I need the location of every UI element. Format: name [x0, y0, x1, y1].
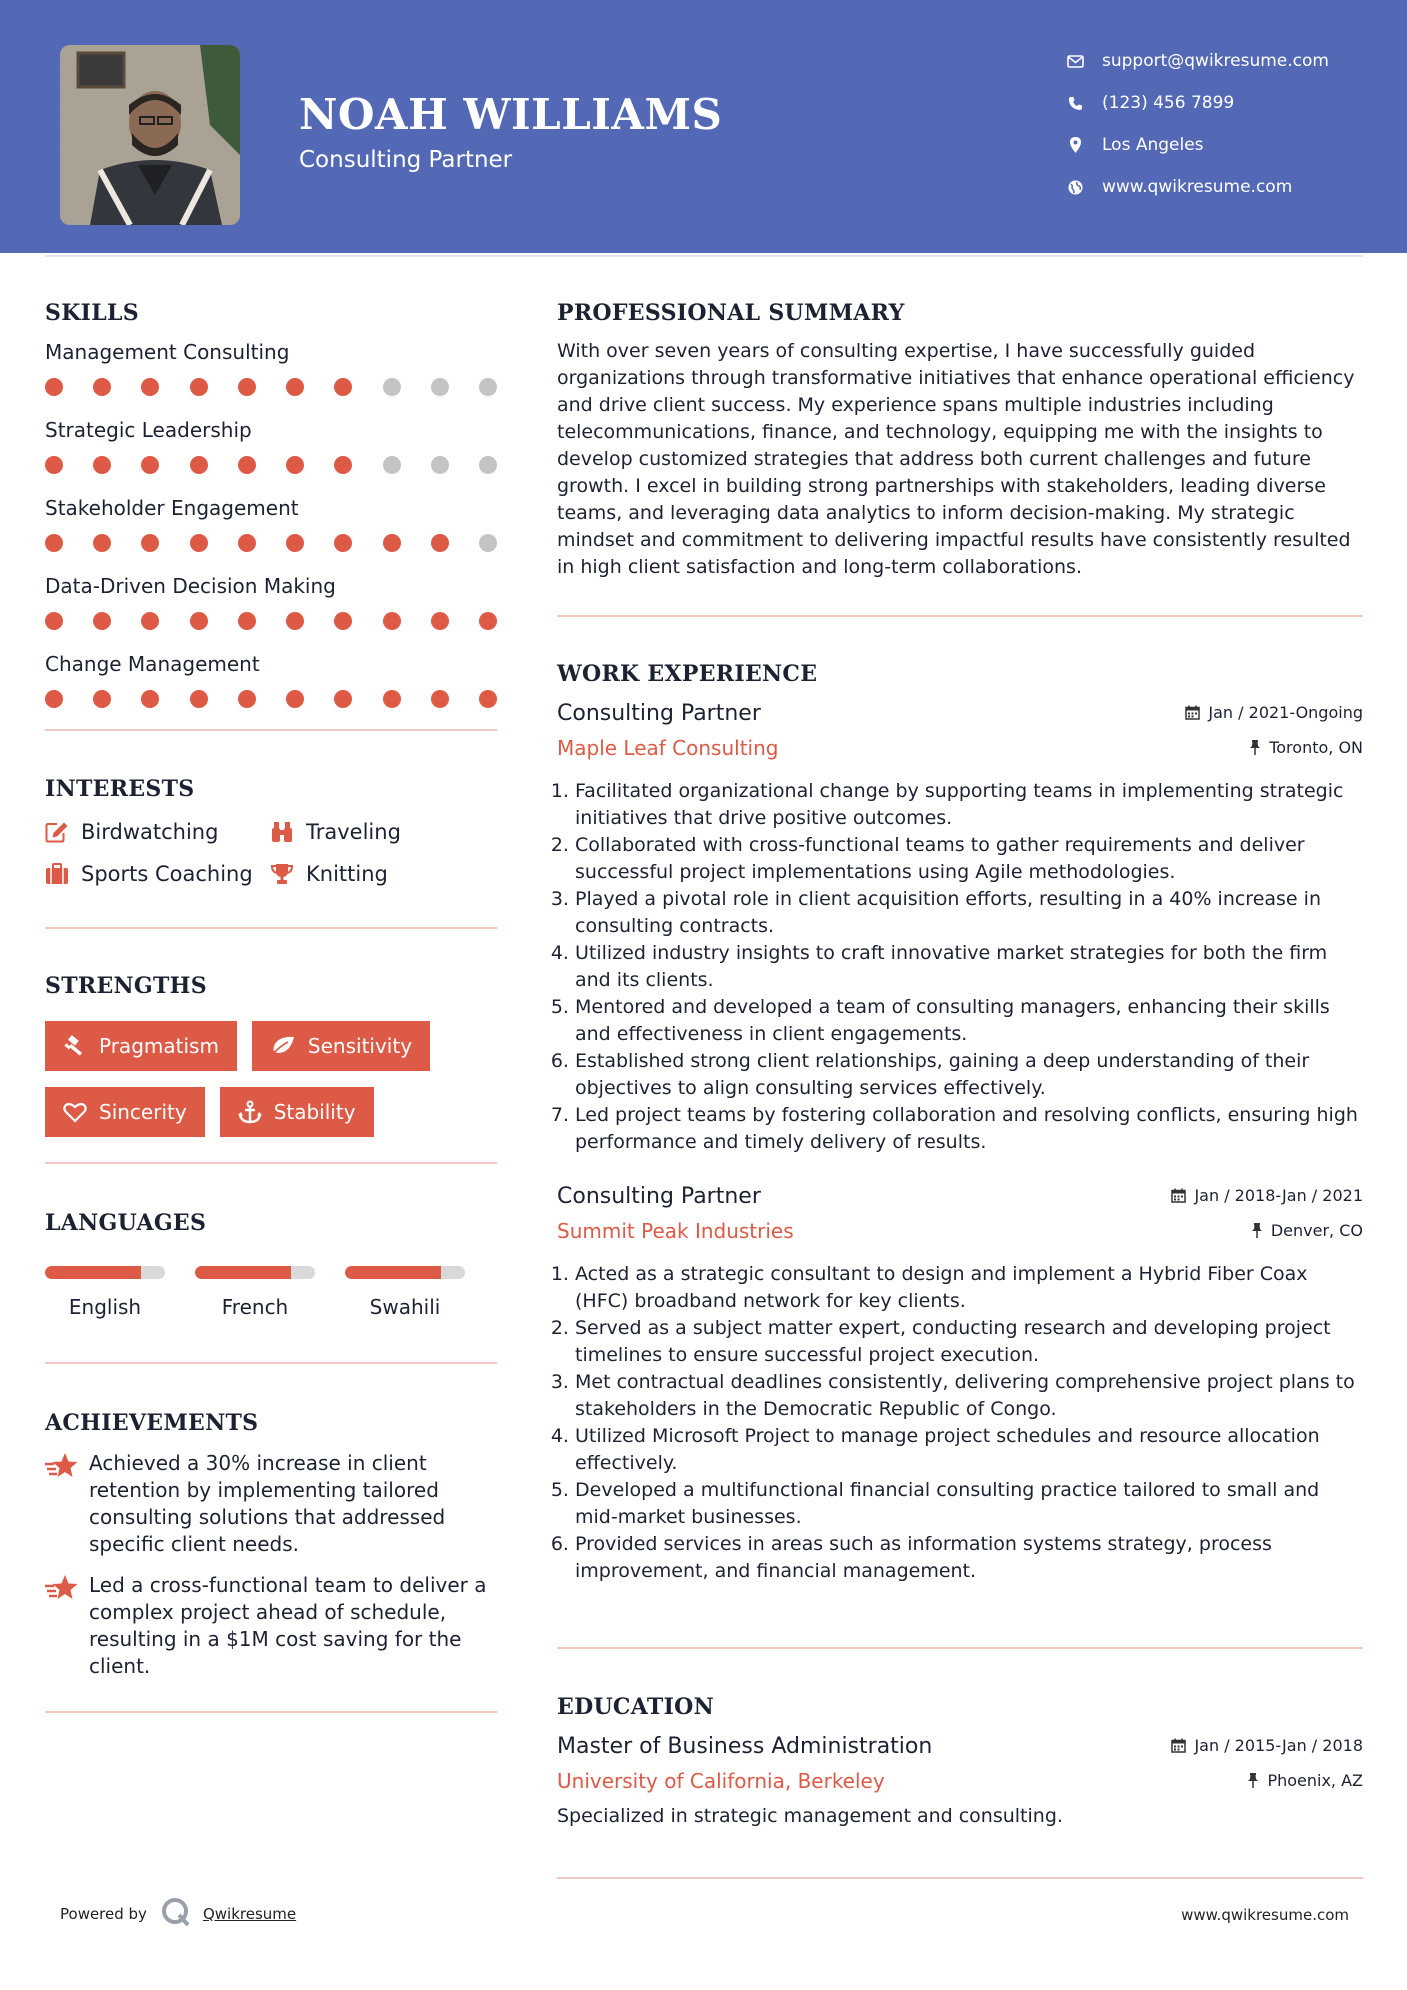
contact-location-text: Los Angeles [1102, 135, 1204, 155]
education-heading: EDUCATION [557, 1694, 715, 1720]
interest-label: Knitting [306, 862, 388, 886]
calendar-icon [1185, 705, 1200, 720]
pin-icon [1251, 1223, 1263, 1238]
school-name: University of California, Berkeley [557, 1769, 885, 1793]
language-item [345, 1266, 465, 1319]
skill-item [45, 652, 497, 708]
interest-item [45, 820, 270, 844]
rating-dot-filled [334, 378, 352, 396]
rating-dot-filled [190, 378, 208, 396]
education-section [557, 1694, 1363, 1827]
skill-rating [45, 612, 497, 630]
rating-dot-filled [286, 378, 304, 396]
summary-heading: PROFESSIONAL SUMMARY [557, 300, 905, 326]
interest-item [270, 820, 497, 844]
rating-dot-filled [334, 534, 352, 552]
rating-dot-filled [286, 612, 304, 630]
interests-section [45, 776, 497, 886]
globe-icon [1064, 180, 1086, 195]
calendar-icon [1171, 1188, 1186, 1203]
rating-dot-filled [383, 534, 401, 552]
qwikresume-logo-icon [161, 1897, 191, 1931]
language-item [45, 1266, 165, 1319]
achievement-item [45, 1450, 497, 1558]
skill-name: Stakeholder Engagement [45, 496, 299, 520]
rating-dot-empty [383, 378, 401, 396]
job-bullet: 3. Met contractual deadlines consistently, delivering comprehensive project plans to stakeholders in the Democratic Republic of Congo. [575, 1369, 1363, 1423]
job-dates-text: Jan / 2018-Jan / 2021 [1194, 1186, 1363, 1205]
section-divider [45, 927, 497, 929]
language-level-bar [45, 1266, 165, 1279]
rating-dot-filled [141, 690, 159, 708]
achievement-text: Led a cross-functional team to deliver a complex project ahead of schedule, resulting in a $1M cost saving for the client. [89, 1573, 487, 1678]
strengths-section [45, 973, 497, 1137]
degree-title: Master of Business Administration [557, 1734, 933, 1759]
language-level-fill [345, 1266, 441, 1279]
rating-dot-filled [431, 612, 449, 630]
strength-tag [252, 1021, 430, 1071]
skill-name: Data-Driven Decision Making [45, 574, 336, 598]
contact-list [1064, 40, 1394, 208]
job-dates [1171, 1186, 1363, 1205]
section-divider [45, 1711, 497, 1713]
star-icon [45, 1572, 89, 1680]
job-bullets [557, 778, 1363, 1156]
footer-website[interactable]: www.qwikresume.com [1181, 1906, 1349, 1924]
interest-label: Birdwatching [81, 820, 219, 844]
rating-dot-filled [45, 534, 63, 552]
leaf-icon [270, 1036, 296, 1056]
strength-label: Sincerity [99, 1100, 187, 1124]
rating-dot-filled [238, 612, 256, 630]
job-bullet: 2. Served as a subject matter expert, conducting research and developing project timelines to ensure successful project execution. [575, 1315, 1363, 1369]
section-divider [45, 1362, 497, 1364]
job-bullet: 5. Developed a multifunctional financial consulting practice tailored to small and mid-market businesses. [575, 1477, 1363, 1531]
contact-location [1064, 124, 1394, 166]
header-divider [45, 255, 1363, 257]
job-dates [1185, 703, 1363, 722]
rating-dot-empty [479, 534, 497, 552]
job-bullet: 1. Acted as a strategic consultant to design and implement a Hybrid Fiber Coax (HFC) broadband network for key clients. [575, 1261, 1363, 1315]
job-location-text: Toronto, ON [1269, 738, 1363, 757]
rating-dot-filled [334, 612, 352, 630]
envelope-icon [1064, 55, 1086, 68]
job-entry [557, 701, 1363, 1156]
rating-dot-filled [238, 690, 256, 708]
rating-dot-filled [93, 612, 111, 630]
rating-dot-filled [431, 534, 449, 552]
rating-dot-filled [479, 690, 497, 708]
rating-dot-filled [431, 690, 449, 708]
footer-branding [60, 1897, 296, 1931]
strength-label: Pragmatism [99, 1034, 219, 1058]
skill-item [45, 574, 497, 630]
language-level-bar [195, 1266, 315, 1279]
section-divider [45, 729, 497, 731]
job-title: Consulting Partner [557, 701, 761, 726]
job-bullet: 6. Provided services in areas such as information systems strategy, process improvement, and financial management. [575, 1531, 1363, 1585]
experience-heading: WORK EXPERIENCE [557, 661, 818, 687]
contact-email-text: support@qwikresume.com [1102, 51, 1329, 71]
section-divider [557, 1877, 1363, 1879]
rating-dot-filled [383, 690, 401, 708]
contact-phone-text: (123) 456 7899 [1102, 93, 1235, 113]
strength-tag [45, 1021, 237, 1071]
skills-heading: SKILLS [45, 300, 139, 326]
binoculars-icon [270, 821, 298, 843]
education-dates [1171, 1736, 1363, 1755]
pin-icon [1247, 1773, 1259, 1788]
language-level-fill [45, 1266, 141, 1279]
achievement-item [45, 1572, 497, 1680]
map-marker-icon [1064, 137, 1086, 153]
rating-dot-filled [93, 378, 111, 396]
interests-heading: INTERESTS [45, 776, 195, 802]
job-dates-text: Jan / 2021-Ongoing [1208, 703, 1363, 722]
skill-rating [45, 456, 497, 474]
rating-dot-filled [45, 456, 63, 474]
profile-photo [60, 45, 240, 225]
job-bullet: 5. Mentored and developed a team of consulting managers, enhancing their skills and effectiveness in client engagements. [575, 994, 1363, 1048]
experience-section [557, 661, 1363, 1585]
interest-label: Sports Coaching [81, 862, 253, 886]
rating-dot-empty [383, 456, 401, 474]
job-location-text: Denver, CO [1270, 1221, 1363, 1240]
language-level-bar [345, 1266, 465, 1279]
interest-label: Traveling [306, 820, 401, 844]
education-dates-text: Jan / 2015-Jan / 2018 [1194, 1736, 1363, 1755]
rating-dot-filled [334, 690, 352, 708]
strength-tag [45, 1087, 205, 1137]
rating-dot-empty [431, 456, 449, 474]
calendar-icon [1171, 1738, 1186, 1753]
rating-dot-filled [238, 456, 256, 474]
briefcase-icon [45, 863, 73, 885]
gavel-icon [63, 1035, 87, 1057]
skill-item [45, 418, 497, 474]
pencil-square-icon [45, 821, 73, 843]
contact-phone[interactable] [1064, 82, 1394, 124]
anchor-icon [238, 1100, 262, 1124]
section-divider [557, 615, 1363, 617]
achievements-section [45, 1410, 497, 1680]
company-name: Maple Leaf Consulting [557, 736, 779, 760]
job-bullet: 6. Established strong client relationships, gaining a deep understanding of their objectives to align consulting services effectively. [575, 1048, 1363, 1102]
skill-name: Change Management [45, 652, 260, 676]
rating-dot-filled [93, 690, 111, 708]
skill-item [45, 496, 497, 552]
contact-website[interactable] [1064, 166, 1394, 208]
job-bullets [557, 1261, 1363, 1585]
rating-dot-filled [286, 690, 304, 708]
language-name: French [221, 1295, 289, 1319]
candidate-title: Consulting Partner [299, 147, 513, 173]
education-location-text: Phoenix, AZ [1267, 1771, 1363, 1790]
job-location [1249, 738, 1363, 757]
language-level-fill [195, 1266, 291, 1279]
job-bullet: 4. Utilized industry insights to craft innovative market strategies for both the firm and its clients. [575, 940, 1363, 994]
rating-dot-empty [479, 378, 497, 396]
job-bullet: 4. Utilized Microsoft Project to manage project schedules and resource allocation effectively. [575, 1423, 1363, 1477]
section-divider [557, 1647, 1363, 1649]
rating-dot-filled [141, 534, 159, 552]
strengths-heading: STRENGTHS [45, 973, 207, 999]
languages-heading: LANGUAGES [45, 1210, 207, 1236]
job-location [1251, 1221, 1363, 1240]
trophy-icon [270, 863, 298, 885]
education-description: Specialized in strategic management and consulting. [557, 1805, 1063, 1827]
rating-dot-empty [479, 456, 497, 474]
rating-dot-filled [190, 456, 208, 474]
achievement-text: Achieved a 30% increase in client retention by implementing tailored consulting solutions that addressed specific client needs. [89, 1451, 446, 1556]
skill-rating [45, 534, 497, 552]
pin-icon [1249, 740, 1261, 755]
skill-rating [45, 378, 497, 396]
strength-label: Sensitivity [307, 1034, 413, 1058]
rating-dot-filled [383, 612, 401, 630]
rating-dot-filled [286, 456, 304, 474]
strength-label: Stability [273, 1100, 356, 1124]
job-bullet: 7. Led project teams by fostering collaboration and resolving conflicts, ensuring high performance and timely delivery of results. [575, 1102, 1363, 1156]
interest-item [270, 862, 497, 886]
powered-by-text: Powered by [60, 1905, 147, 1923]
qwikresume-link[interactable]: Qwikresume [202, 1905, 297, 1923]
rating-dot-filled [45, 378, 63, 396]
phone-icon [1064, 96, 1086, 111]
skill-name: Management Consulting [45, 340, 290, 364]
rating-dot-filled [286, 534, 304, 552]
company-name: Summit Peak Industries [557, 1219, 794, 1243]
rating-dot-filled [45, 690, 63, 708]
rating-dot-filled [141, 378, 159, 396]
rating-dot-filled [238, 534, 256, 552]
interest-item [45, 862, 270, 886]
achievements-heading: ACHIEVEMENTS [45, 1410, 259, 1436]
rating-dot-filled [45, 612, 63, 630]
rating-dot-filled [141, 456, 159, 474]
resume-header [0, 0, 1407, 253]
summary-section [557, 300, 1363, 581]
heart-icon [63, 1102, 87, 1123]
candidate-name: NOAH WILLIAMS [299, 90, 723, 139]
job-entry [557, 1184, 1363, 1585]
job-bullet: 1. Facilitated organizational change by supporting teams in implementing strategic initiatives that drive positive outcomes. [575, 778, 1363, 832]
section-divider [45, 1162, 497, 1164]
rating-dot-filled [238, 378, 256, 396]
skill-rating [45, 690, 497, 708]
language-name: Swahili [369, 1295, 441, 1319]
contact-email[interactable] [1064, 40, 1394, 82]
language-item [195, 1266, 315, 1319]
skills-section [45, 300, 497, 708]
rating-dot-filled [190, 612, 208, 630]
job-title: Consulting Partner [557, 1184, 761, 1209]
rating-dot-filled [93, 534, 111, 552]
rating-dot-filled [190, 534, 208, 552]
rating-dot-filled [479, 612, 497, 630]
language-name: English [68, 1295, 142, 1319]
skill-name: Strategic Leadership [45, 418, 252, 442]
rating-dot-empty [431, 378, 449, 396]
skill-item [45, 340, 497, 396]
rating-dot-filled [93, 456, 111, 474]
rating-dot-filled [190, 690, 208, 708]
rating-dot-filled [334, 456, 352, 474]
education-location [1247, 1771, 1363, 1790]
rating-dot-filled [141, 612, 159, 630]
strength-tag [220, 1087, 374, 1137]
job-bullet: 2. Collaborated with cross-functional teams to gather requirements and deliver successful project implementations using Agile methodologies. [575, 832, 1363, 886]
star-icon [45, 1450, 89, 1558]
job-bullet: 3. Played a pivotal role in client acquisition efforts, resulting in a 40% increase in consulting contracts. [575, 886, 1363, 940]
summary-text: With over seven years of consulting expertise, I have successfully guided organizations through transformative initiatives that enhance operational efficiency and drive client success. My experience spans multiple industries including telecommunications, finance, and technology, equipping me with the insights to develop customized strategies that address both current challenges and future growth. I excel in building strong partnerships with stakeholders, leading diverse teams, and leveraging data analytics to inform decision-making. My strategic mindset and commitment to delivering impactful results have consistently resulted in high client satisfaction and long-term collaborations. [557, 340, 1355, 578]
languages-section [45, 1210, 497, 1319]
contact-website-text: www.qwikresume.com [1102, 177, 1293, 197]
